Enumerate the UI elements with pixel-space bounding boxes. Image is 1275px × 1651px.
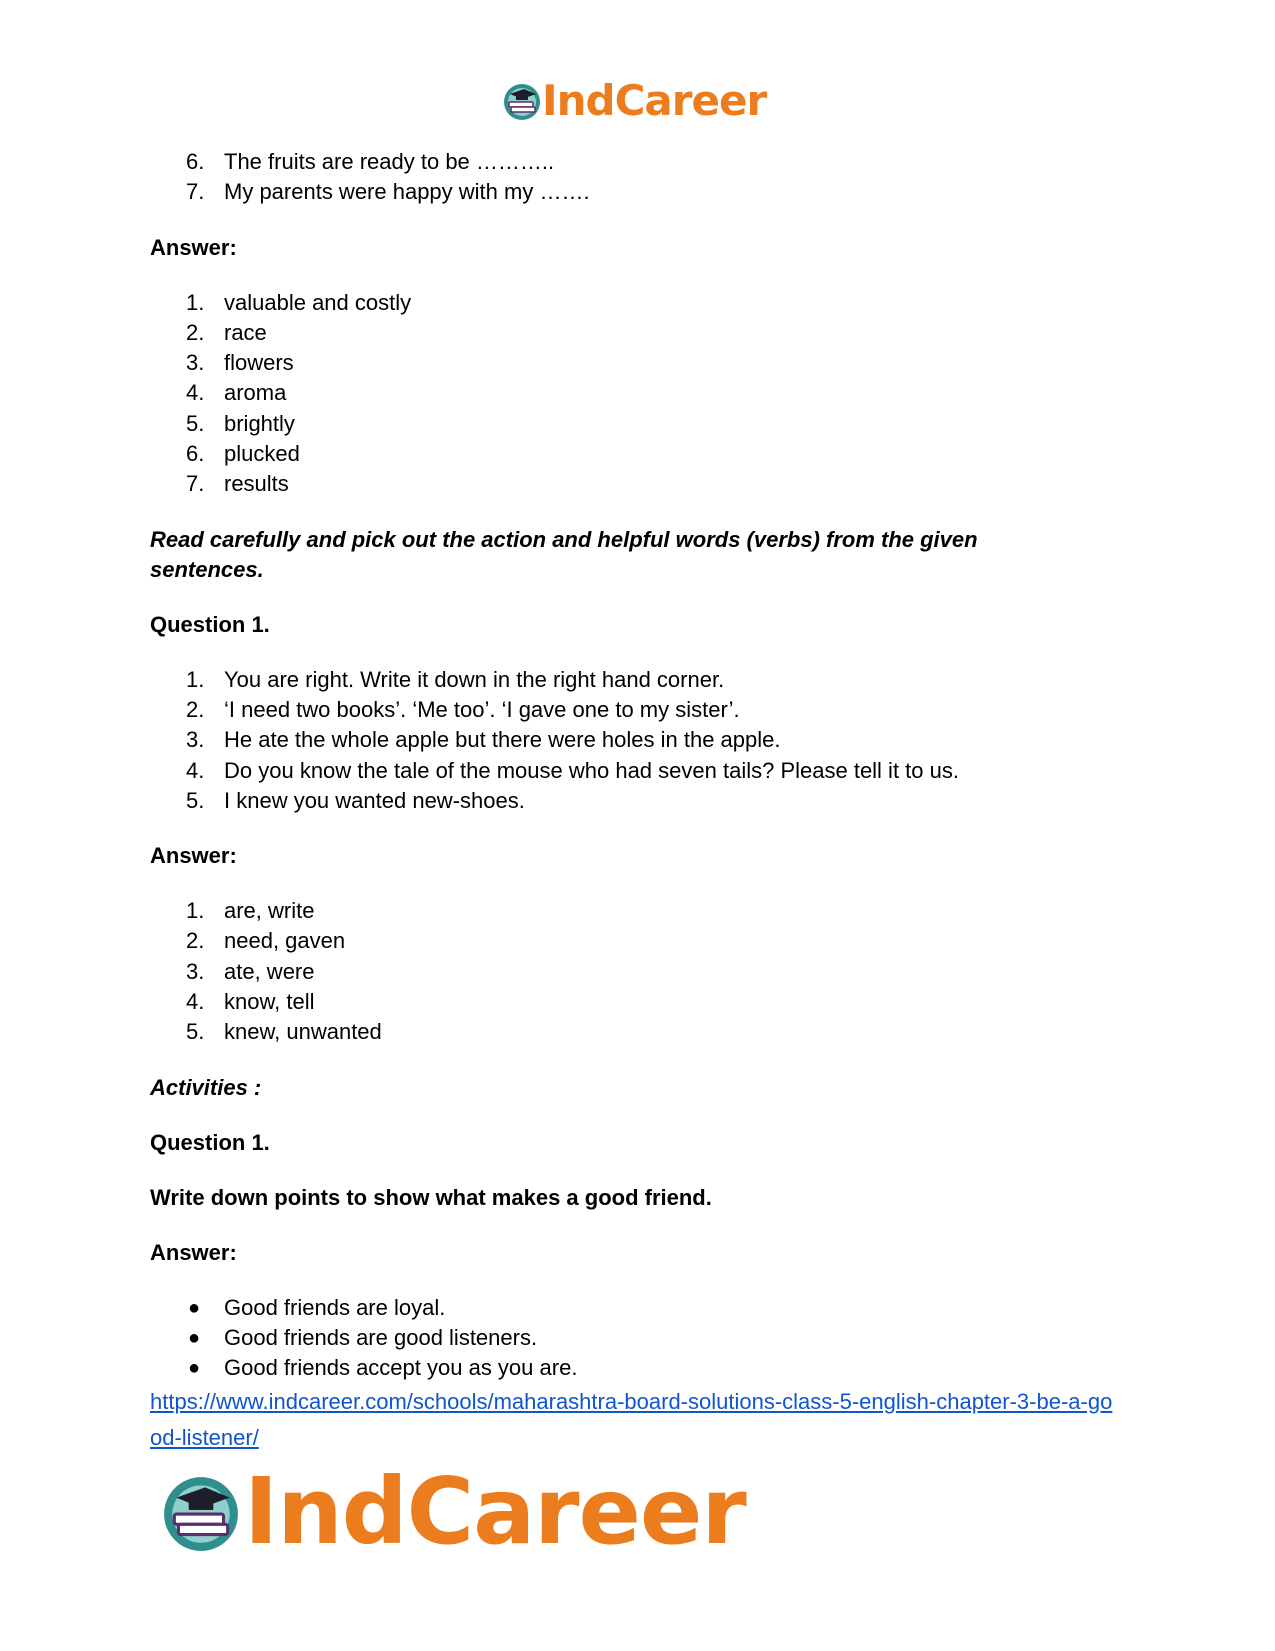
question-label: Question 1. bbox=[150, 611, 270, 637]
continued-list bbox=[150, 147, 1150, 208]
answer-label: Answer: bbox=[150, 234, 237, 260]
list-item: 2. race bbox=[186, 319, 267, 345]
graduation-books-icon bbox=[160, 1471, 242, 1553]
instruction-heading: Read carefully and pick out the action and helpful words (verbs) from the given sentences. bbox=[150, 526, 978, 582]
answer-label: Answer: bbox=[150, 843, 237, 869]
list-item: 7. results bbox=[186, 471, 289, 497]
bullet-icon: ● bbox=[188, 1296, 201, 1319]
source-link[interactable]: https://www.indcareer.com/schools/maharashtra-board-solutions-class-5-english-chapter-3-be-a-good-listener/ bbox=[150, 1388, 1113, 1450]
list-item: 1. You are right. Write it down in the right hand corner. bbox=[186, 666, 725, 692]
footer-logo bbox=[160, 1458, 746, 1565]
list-item: 3. ate, were bbox=[186, 958, 315, 984]
list-item: 2. ‘I need two books’. ‘Me too’. ‘I gave one to my sister’. bbox=[186, 696, 740, 722]
answer-list bbox=[150, 288, 1150, 500]
header-logo bbox=[502, 76, 767, 125]
question-label: Question 1. bbox=[150, 1129, 270, 1155]
brand-wordmark: IndCareer bbox=[244, 1458, 746, 1565]
list-item: 5. I knew you wanted new-shoes. bbox=[186, 787, 525, 813]
answer-label: Answer: bbox=[150, 1239, 237, 1265]
list-item: 7. My parents were happy with my ……. bbox=[186, 179, 590, 205]
list-item: 5. brightly bbox=[186, 410, 295, 436]
list-item: 3. flowers bbox=[186, 350, 294, 376]
list-item: ● Good friends are loyal. bbox=[150, 1293, 1150, 1323]
list-item: 5. knew, unwanted bbox=[186, 1019, 382, 1045]
list-item: 6. plucked bbox=[186, 441, 300, 467]
list-item: ● Good friends accept you as you are. bbox=[150, 1353, 1150, 1383]
question-text: Write down points to show what makes a good friend. bbox=[150, 1184, 712, 1210]
activities-heading: Activities : bbox=[150, 1074, 262, 1100]
list-item: 4. know, tell bbox=[186, 989, 315, 1015]
list-item: 1. valuable and costly bbox=[186, 289, 412, 315]
list-item: 1. are, write bbox=[186, 898, 315, 924]
list-item: 6. The fruits are ready to be ……….. bbox=[186, 149, 555, 174]
bullet-list bbox=[150, 1293, 1150, 1384]
brand-wordmark: IndCareer bbox=[542, 76, 767, 125]
list-item: 4. Do you know the tale of the mouse who had seven tails? Please tell it to us. bbox=[186, 757, 959, 783]
graduation-books-icon bbox=[502, 81, 542, 121]
document-body bbox=[150, 147, 1150, 1456]
bullet-icon: ● bbox=[188, 1357, 201, 1380]
question-list bbox=[150, 665, 1150, 816]
list-item: 3. He ate the whole apple but there were holes in the apple. bbox=[186, 727, 781, 753]
bullet-icon: ● bbox=[188, 1326, 201, 1349]
list-item: 2. need, gaven bbox=[186, 928, 346, 954]
list-item: 4. aroma bbox=[186, 380, 287, 406]
list-item: ● Good friends are good listeners. bbox=[150, 1323, 1150, 1353]
answer-list bbox=[150, 896, 1150, 1047]
